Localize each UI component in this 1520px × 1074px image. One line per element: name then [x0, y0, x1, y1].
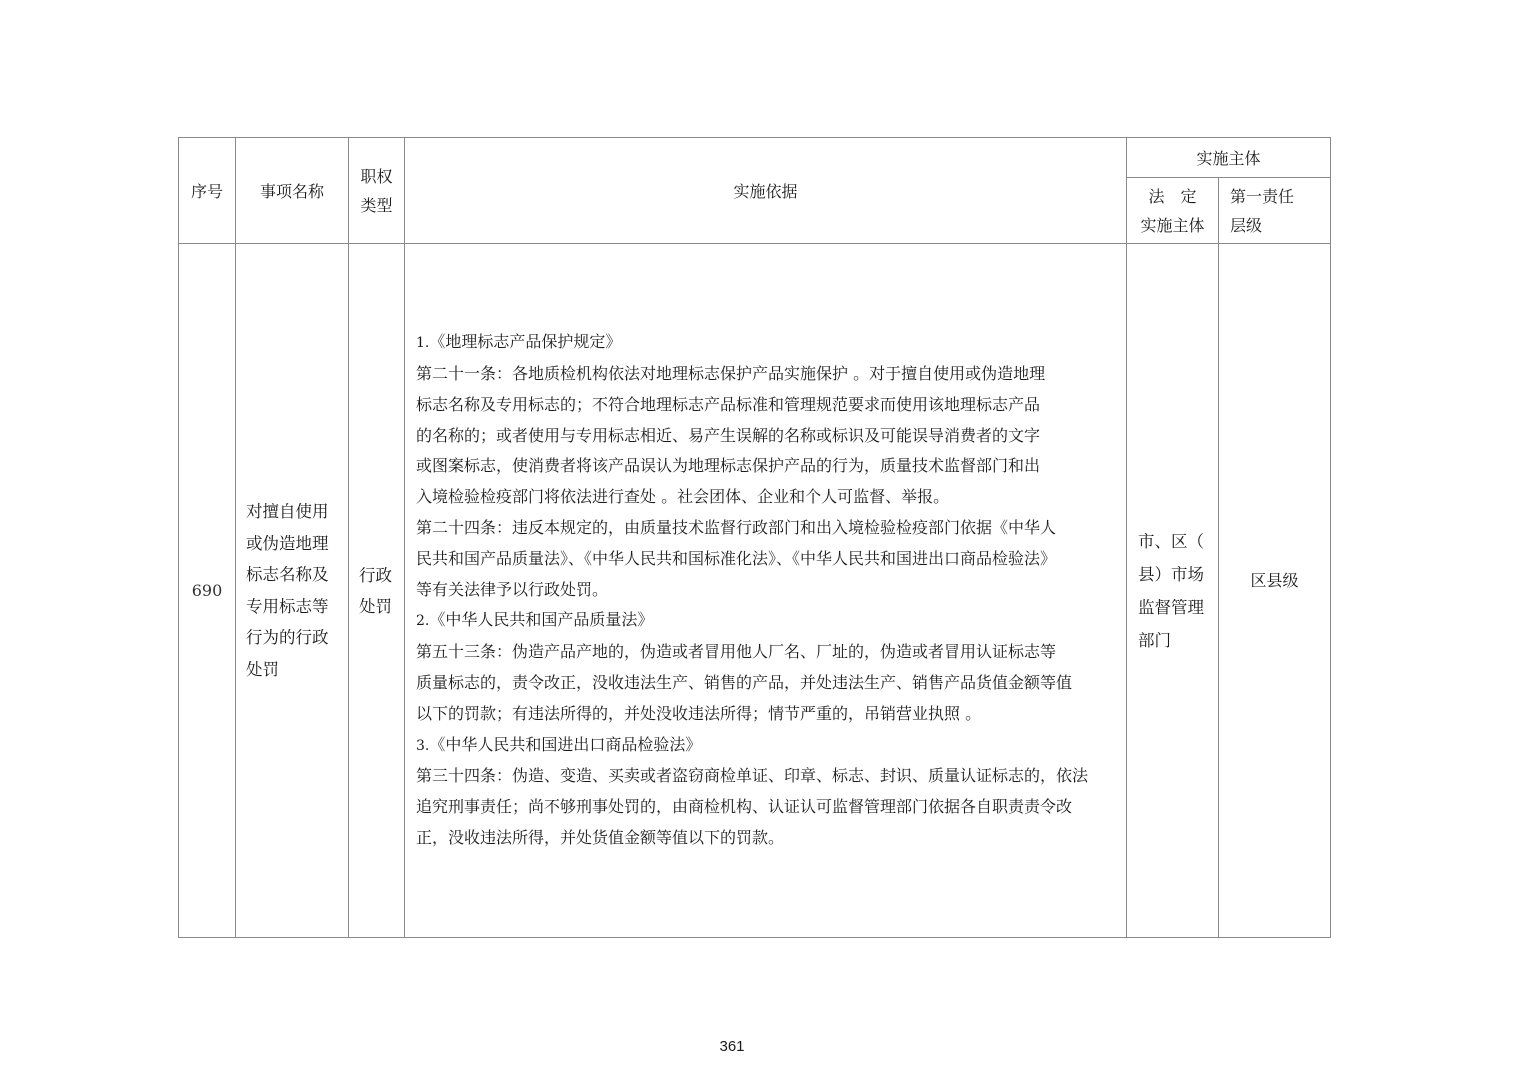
authority-type-line: 行政 — [359, 565, 392, 585]
header-legal-line2: 实施主体 — [1140, 215, 1205, 235]
legal-basis-text — [416, 327, 1116, 854]
item-name-line: 或伪造地理 — [246, 533, 329, 553]
authority-type-line: 处罚 — [359, 596, 392, 616]
responsibility-level: 区县级 — [1219, 244, 1331, 938]
basis-line-text: 或图案标志，使消费者将该产品误认为地理标志保护产品的行为，质量技术监督部门和出 — [416, 456, 1041, 476]
row-number: 690 — [179, 244, 236, 938]
basis-heading-line — [416, 730, 1116, 762]
header-type-line1: 职权 — [360, 166, 393, 186]
authority-type — [349, 244, 405, 938]
basis-text-line — [416, 637, 1116, 668]
header-name: 事项名称 — [236, 138, 349, 244]
header-basis: 实施依据 — [405, 138, 1127, 244]
basis-line-text: 质量标志的，责令改正，没收违法生产、销售的产品，并处违法生产、销售产品货值金额等值 — [416, 672, 1073, 692]
basis-text-line — [416, 792, 1116, 823]
basis-text-line — [416, 421, 1116, 452]
header-level — [1219, 178, 1331, 244]
basis-line-text: 《中华人民共和国产品质量法》 — [429, 610, 654, 630]
header-level-line2: 层级 — [1230, 215, 1263, 235]
item-name-line: 处罚 — [246, 659, 279, 679]
basis-line-text: 标志名称及专用标志的；不符合地理标志产品标准和管理规范要求而使用该地理标志产品 — [416, 394, 1041, 414]
basis-line-text: 第三十四条：伪造、变造、买卖或者盗窃商检单证、印章、标志、封识、质量认证标志的，依法 — [416, 766, 1089, 786]
basis-line-text: 等有关法律予以行政处罚。 — [416, 579, 609, 599]
item-name-line: 标志名称及 — [246, 565, 329, 584]
basis-text-line — [416, 359, 1116, 390]
legal-subject-line: 部门 — [1138, 630, 1171, 650]
legal-basis — [405, 244, 1127, 938]
basis-line-text: 的名称的；或者使用与专用标志相近、易产生误解的名称或标识及可能误导消费者的文字 — [416, 425, 1041, 445]
page-number: 361 — [719, 1038, 745, 1055]
basis-line-text: 追究刑事责任；尚不够刑事处罚的，由商检机构、认证认可监督管理部门依据各自职责责令改 — [416, 797, 1073, 817]
basis-text-line — [416, 513, 1116, 544]
legal-subject-line: 市、区（ — [1138, 531, 1204, 551]
basis-line-text: 第二十四条：违反本规定的，由质量技术监督行政部门和出入境检验检疫部门依据《中华人 — [416, 518, 1057, 537]
item-name-line: 专用标志等 — [246, 596, 329, 616]
header-subject: 实施主体 — [1127, 138, 1331, 178]
header-level-line1: 第一责任 — [1230, 186, 1295, 206]
item-name — [236, 244, 349, 938]
basis-text-line — [416, 390, 1116, 421]
basis-text-line — [416, 761, 1116, 792]
basis-heading-line — [416, 327, 1116, 359]
header-legal-line1: 法 定 — [1148, 186, 1197, 206]
basis-line-text: 以下的罚款；有违法所得的，并处没收违法所得；情节严重的，吊销营业执照 。 — [416, 703, 982, 723]
basis-line-text: 民共和国产品质量法》、《中华人民共和国标准化法》、《中华人民共和国进出口商品检验法》 — [416, 548, 1057, 568]
header-type — [349, 138, 405, 244]
basis-heading-number: 3. — [416, 737, 430, 754]
item-name-line: 行为的行政 — [246, 628, 329, 647]
item-name-line: 对擅自使用 — [246, 502, 329, 521]
basis-text-line — [416, 823, 1116, 854]
legal-subject-line: 县）市场 — [1138, 564, 1204, 584]
header-type-line2: 类型 — [360, 195, 393, 215]
basis-text-line — [416, 451, 1116, 482]
basis-text-line — [416, 575, 1116, 606]
basis-line-text: 《地理标志产品保护规定》 — [429, 332, 622, 352]
table-row — [179, 244, 1331, 938]
authority-table — [178, 137, 1331, 938]
basis-line-text: 第二十一条：各地质检机构依法对地理标志保护产品实施保护 。对于擅自使用或伪造地理 — [416, 364, 1046, 384]
basis-text-line — [416, 544, 1116, 575]
header-legal-subject — [1127, 178, 1219, 244]
basis-line-text: 正，没收违法所得，并处货值金额等值以下的罚款。 — [416, 827, 785, 847]
basis-heading-number: 1. — [416, 335, 430, 352]
basis-text-line — [416, 668, 1116, 699]
basis-text-line — [416, 699, 1116, 730]
basis-text-line — [416, 482, 1116, 513]
basis-line-text: 入境检验检疫部门将依法进行查处 。社会团体、企业和个人可监督、举报。 — [416, 487, 950, 507]
basis-line-text: 《中华人民共和国进出口商品检验法》 — [429, 734, 702, 754]
legal-subject-line: 监督管理 — [1138, 597, 1204, 617]
header-no: 序号 — [179, 138, 236, 244]
basis-heading-line — [416, 605, 1116, 637]
legal-subject — [1127, 244, 1219, 938]
basis-line-text: 第五十三条：伪造产品产地的，伪造或者冒用他人厂名、厂址的，伪造或者冒用认证标志等 — [416, 642, 1057, 662]
basis-heading-number: 2. — [416, 613, 430, 630]
